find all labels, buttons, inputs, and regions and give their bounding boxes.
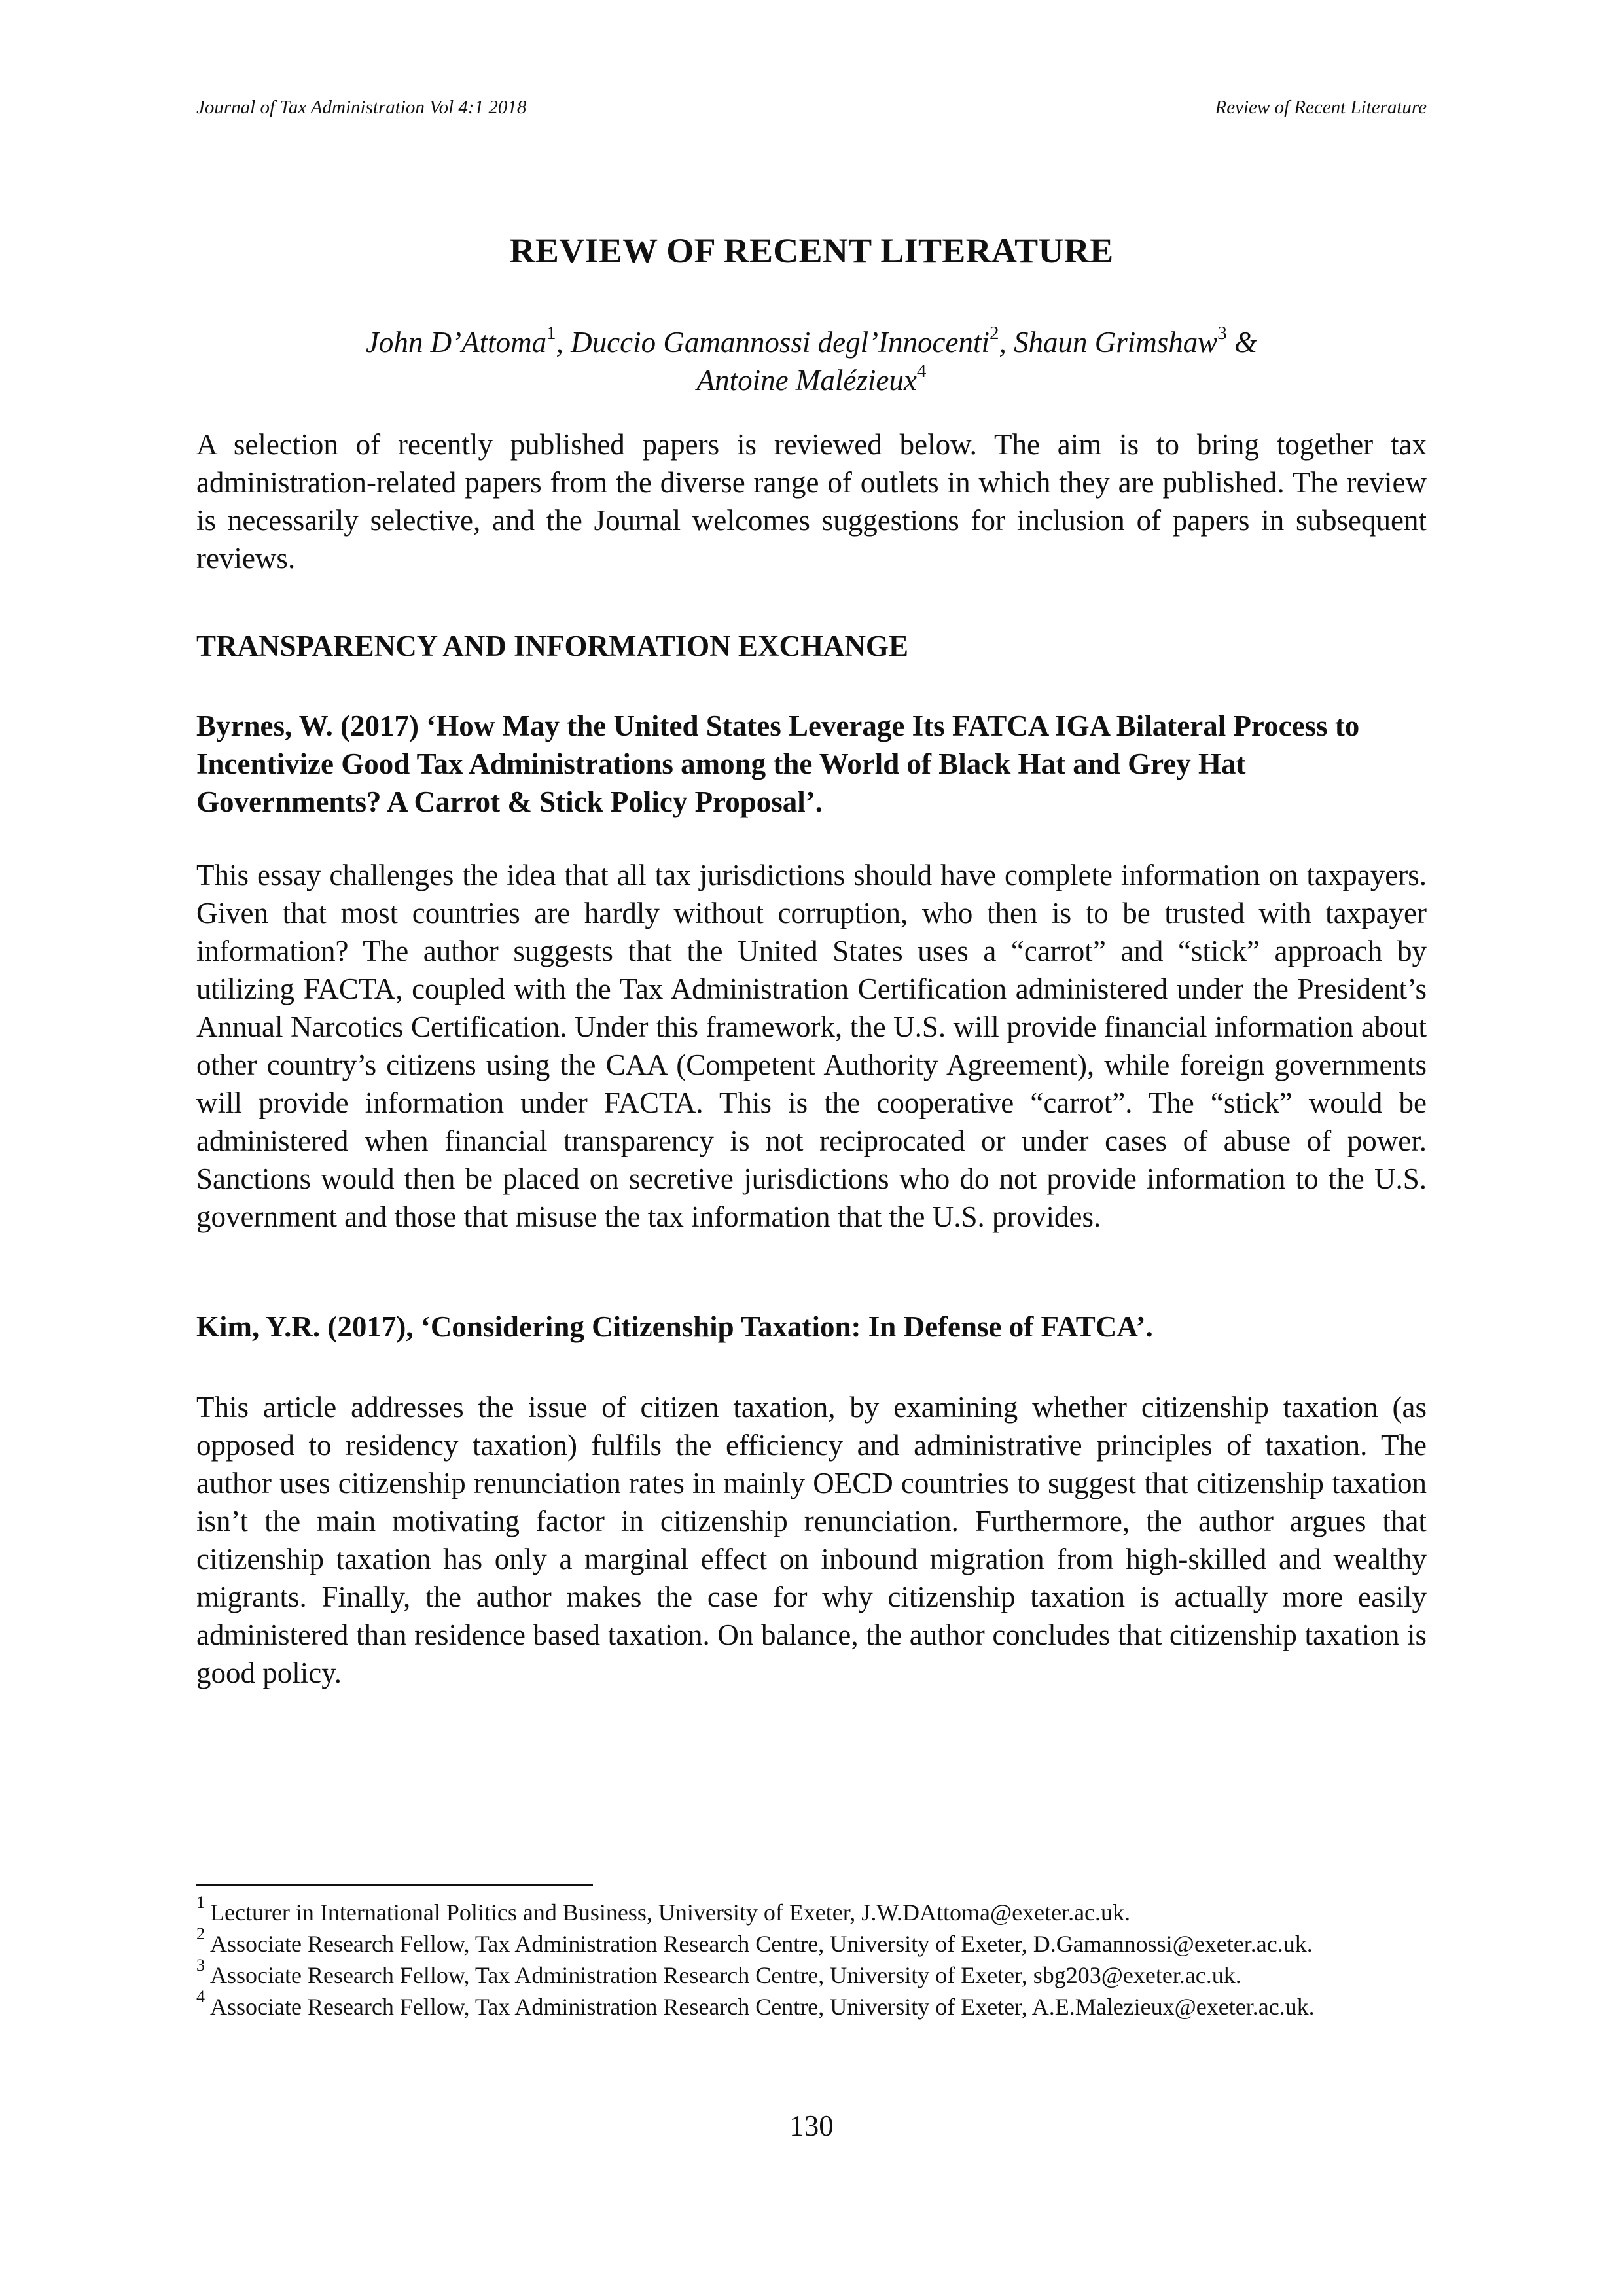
author-footnote-mark[interactable]: 2 xyxy=(990,323,999,344)
page-number: 130 xyxy=(789,2109,834,2142)
footnote-mark: 3 xyxy=(196,1956,205,1975)
footnotes xyxy=(196,1893,1427,2022)
review-paragraph: This article addresses the issue of citizen taxation, by examining whether citizenship taxation (as opposed to residency taxation) fulfils the efficiency and administrative principles of taxation. The author uses citizenship renunciation rates in mainly OECD countries to suggest that citizenship taxation isn’t the main motivating factor in citizenship renunciation. Furthermore, the author argues that citizenship taxation has only a marginal effect on inbound migration from high-skilled and wealthy migrants. Finally, the author makes the case for why citizenship taxation is actually more easily administered than residence based taxation. On balance, the author concludes that citizenship taxation is good policy. xyxy=(196,1391,1427,1689)
footnote-text: Lecturer in International Politics and Business, University of Exeter, J.W.DAttoma@exeter.ac.uk. xyxy=(210,1899,1131,1926)
reference-heading: Kim, Y.R. (2017), ‘Considering Citizenship Taxation: In Defense of FATCA’. xyxy=(196,1310,1153,1343)
author-list xyxy=(223,323,1400,399)
author-footnote-mark[interactable]: 4 xyxy=(916,361,927,382)
footnote-mark: 4 xyxy=(196,1987,205,2006)
footnote-text: Associate Research Fellow, Tax Administration Research Centre, University of Exeter, D.Gamannossi@exeter.ac.uk. xyxy=(210,1931,1313,1957)
section-name: Review of Recent Literature xyxy=(1215,97,1427,118)
author-name: Shaun Grimshaw xyxy=(1014,326,1218,359)
author-footnote-mark[interactable]: 3 xyxy=(1217,323,1227,344)
author-separator: , xyxy=(999,326,1014,359)
review-paragraph: This essay challenges the idea that all tax jurisdictions should have complete information on taxpayers. Given that most countries are hardly without corruption, who then is to be trusted with taxpayer information? The author suggests that the United States uses a “carrot” and “stick” approach by utilizing FACTA, coupled with the Tax Administration Certification administered under the President’s Annual Narcotics Certification. Under this framework, the U.S. will provide financial information about other country’s citizens using the CAA (Competent Authority Agreement), while foreign governments will provide information under FACTA. This is the cooperative “carrot”. The “stick” would be administered when financial transparency is not reciprocated or under cases of abuse of power. Sanctions would then be placed on secretive jurisdictions who do not provide information to the U.S. government and those that misuse the tax information that the U.S. provides. xyxy=(196,859,1427,1233)
intro-paragraph: A selection of recently published papers is reviewed below. The aim is to bring together tax administration-related papers from the diverse range of outlets in which they are published. The review is necessarily selective, and the Journal welcomes suggestions for inclusion of papers in subsequent reviews. xyxy=(196,428,1427,575)
footnote xyxy=(196,1893,1427,1928)
author-name: Duccio Gamannossi degl’Innocenti xyxy=(571,326,990,359)
footnote-text: Associate Research Fellow, Tax Administration Research Centre, University of Exeter, A.E.Malezieux@exeter.ac.uk. xyxy=(210,1994,1315,2020)
author-name: Antoine Malézieux xyxy=(696,364,917,397)
footnote xyxy=(196,1924,1427,1960)
running-head xyxy=(196,97,1427,123)
page-title: REVIEW OF RECENT LITERATURE xyxy=(509,231,1114,270)
footnote-text: Associate Research Fellow, Tax Administration Research Centre, University of Exeter, sbg203@exeter.ac.uk. xyxy=(210,1962,1241,1988)
reference-heading: Byrnes, W. (2017) ‘How May the United States Leverage Its FATCA IGA Bilateral Process to Incentivize Good Tax Administrations among the World of Black Hat and Grey Hat Governments? A Carrot & Stick Policy Proposal’. xyxy=(196,709,1360,818)
footnote-mark: 1 xyxy=(196,1893,205,1912)
footnote-mark: 2 xyxy=(196,1924,205,1943)
section-heading: TRANSPARENCY AND INFORMATION EXCHANGE xyxy=(196,630,908,662)
footnote-divider xyxy=(196,1884,593,1886)
author-name: John D’Attoma xyxy=(365,326,547,359)
author-separator: , xyxy=(556,326,571,359)
journal-name: Journal of Tax Administration Vol 4:1 2018 xyxy=(196,97,527,118)
author-footnote-mark[interactable]: 1 xyxy=(546,323,556,344)
footnote xyxy=(196,1987,1427,2022)
author-separator: & xyxy=(1226,326,1258,359)
footnote xyxy=(196,1956,1427,1991)
